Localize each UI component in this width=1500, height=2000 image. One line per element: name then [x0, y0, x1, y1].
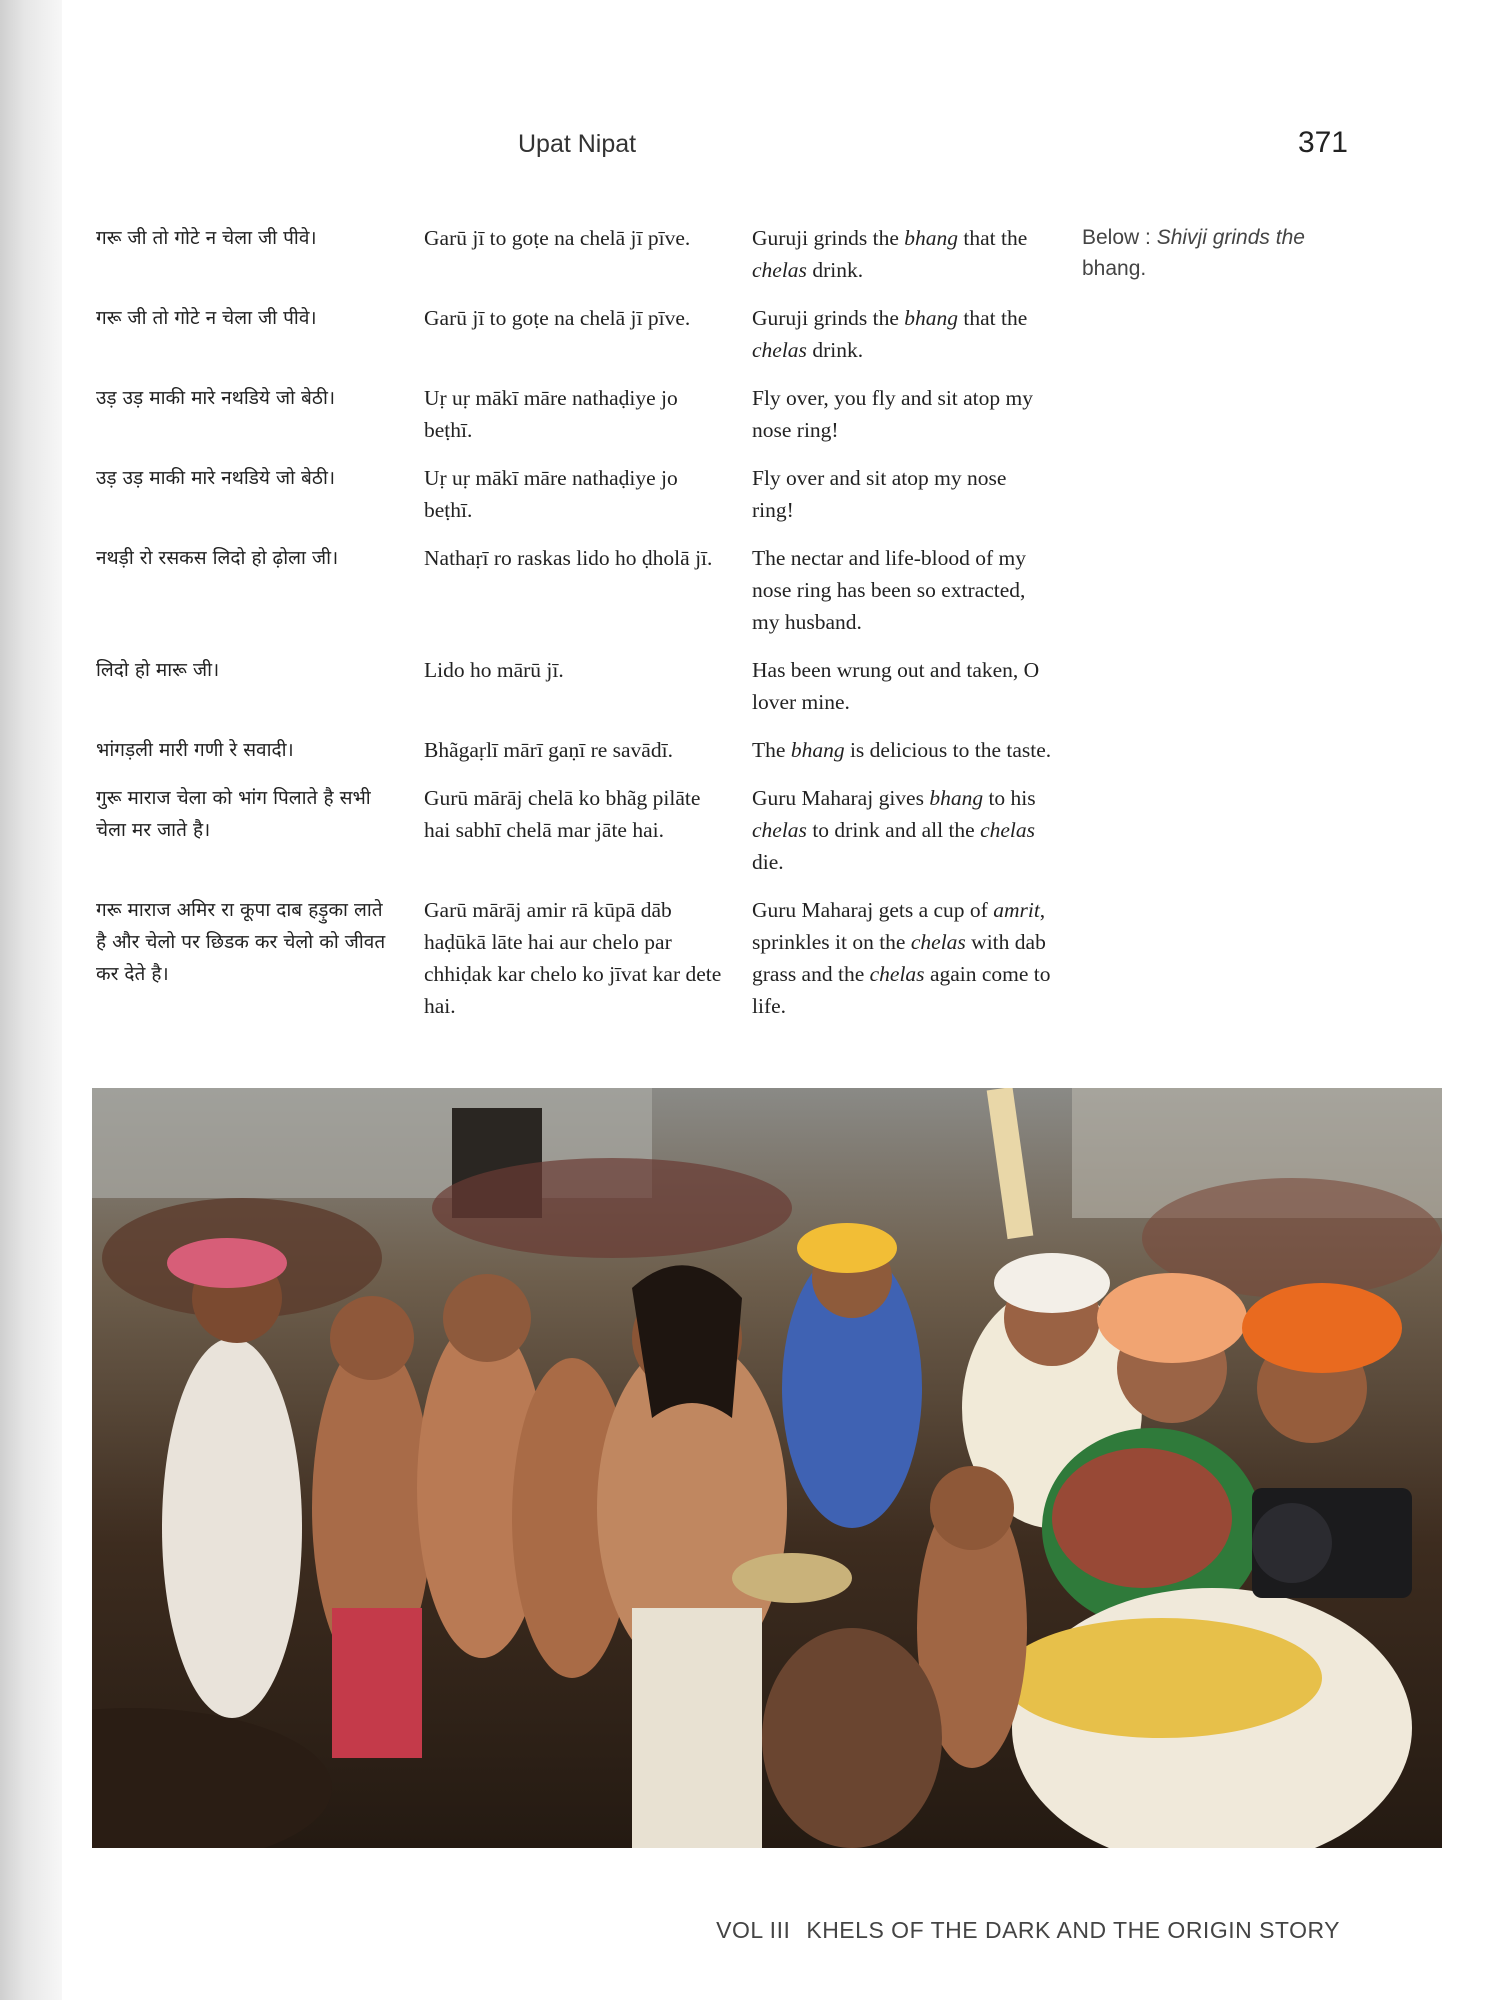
caption-rest: bhang.: [1082, 257, 1147, 280]
verse-hindi: गरू जी तो गोटे न चेला जी पीवे।: [96, 227, 317, 249]
photo-illustration: [92, 1088, 1442, 1848]
verse-row: [96, 734, 1056, 766]
verse-transliteration: Uṛ uṛ mākī māre nathaḍiye jo beṭhī.: [424, 386, 678, 442]
english-text: with dab grass and the: [752, 930, 1046, 986]
english-text: drink.: [806, 338, 864, 362]
english-text: to drink and all the: [806, 818, 981, 842]
english-text: that the: [958, 306, 1028, 330]
english-italic-term: chelas: [869, 962, 925, 986]
verse-hindi: गरू माराज अमिर रा कूपा दाब हड़ुका लाते है और चेलो पर छिडक कर चेलो को जीवत कर देते है।: [96, 899, 386, 985]
english-text: die.: [752, 850, 784, 874]
festival-photograph: [92, 1088, 1442, 1848]
caption-prefix: Below :: [1082, 226, 1157, 249]
verse-transliteration: Lido ho mārū jī.: [424, 658, 564, 682]
photo-caption: [1082, 222, 1362, 284]
english-text: Guru Maharaj gives: [752, 786, 930, 810]
verse-english: [752, 782, 1052, 878]
english-text: Guruji grinds the: [752, 306, 905, 330]
english-italic-term: chelas: [980, 818, 1036, 842]
verse-hindi: गुरू माराज चेला को भांग पिलाते है सभी चेला मर जाते है।: [96, 787, 371, 841]
verse-english: [752, 734, 1052, 766]
footer-section: KHELS OF THE DARK AND THE ORIGIN STORY: [806, 1917, 1340, 1943]
caption-italic: Shivji grinds the: [1156, 226, 1305, 249]
english-text: Has been wrung out and taken, O lover mine.: [752, 658, 1040, 714]
verse-row: [96, 542, 1056, 638]
verse-transliteration: Gurū mārāj chelā ko bhãg pilāte hai sabhī chelā mar jāte hai.: [424, 786, 701, 842]
english-text: is delicious to the taste.: [844, 738, 1052, 762]
english-text: The nectar and life-blood of my nose ring has been so extracted, my husband.: [752, 546, 1027, 634]
verse-table: [96, 222, 1056, 1038]
english-italic-term: chelas: [752, 818, 807, 842]
verse-row: [96, 222, 1056, 286]
verse-transliteration: Garū mārāj amir rā kūpā dāb haḍūkā lāte hai aur chelo par chhiḍak kar chelo ko jīvat kar dete hai.: [424, 898, 722, 1018]
footer-volume: VOL III: [716, 1917, 791, 1943]
english-italic-term: chelas: [752, 258, 807, 282]
english-italic-term: chelas: [752, 338, 807, 362]
page-footer: [700, 1917, 1340, 1944]
verse-row: [96, 654, 1056, 718]
verse-english: [752, 302, 1052, 366]
verse-hindi: नथड़ी रो रसकस लिदो हो ढ़ोला जी।: [96, 547, 339, 569]
verse-transliteration: Nathaṛī ro raskas lido ho ḍholā jī.: [424, 546, 713, 570]
english-text: that the: [958, 226, 1028, 250]
english-italic-term: amrit: [993, 898, 1040, 922]
english-text: Guruji grinds the: [752, 226, 905, 250]
verse-transliteration: Garū jī to goṭe na chelā jī pīve.: [424, 306, 691, 330]
english-text: , sprinkles it on the: [752, 898, 1046, 954]
page-gutter-shadow: [0, 0, 62, 2000]
english-text: Guru Maharaj gets a cup of: [752, 898, 994, 922]
english-text: Fly over, you fly and sit atop my nose ring!: [752, 386, 1034, 442]
verse-english: [752, 462, 1052, 526]
verse-hindi: उड़ उड़ माकी मारे नथडिये जो बेठी।: [96, 387, 336, 409]
verse-row: [96, 894, 1056, 1022]
english-text: drink.: [806, 258, 864, 282]
verse-row: [96, 302, 1056, 366]
verse-english: [752, 542, 1052, 638]
english-italic-term: bhang: [904, 226, 959, 250]
english-italic-term: bhang: [929, 786, 984, 810]
verse-row: [96, 462, 1056, 526]
english-italic-term: chelas: [910, 930, 966, 954]
verse-row: [96, 782, 1056, 878]
english-italic-term: bhang: [790, 738, 845, 762]
verse-hindi: गरू जी तो गोटे न चेला जी पीवे।: [96, 307, 317, 329]
verse-english: [752, 222, 1052, 286]
page-number: 371: [1297, 126, 1348, 159]
verse-row: [96, 382, 1056, 446]
verse-hindi: भांगड़ली मारी गणी रे सवादी।: [96, 739, 294, 761]
english-text: The: [752, 738, 791, 762]
english-italic-term: bhang: [904, 306, 959, 330]
verse-english: [752, 654, 1052, 718]
english-text: to his: [983, 786, 1036, 810]
english-text: again come to life.: [752, 962, 1051, 1018]
verse-transliteration: Bhãgaṛlī mārī gaṇī re savādī.: [424, 738, 673, 762]
verse-english: [752, 382, 1052, 446]
english-text: Fly over and sit atop my nose ring!: [752, 466, 1007, 522]
verse-transliteration: Uṛ uṛ mākī māre nathaḍiye jo beṭhī.: [424, 466, 678, 522]
running-head-title: Upat Nipat: [518, 130, 637, 158]
verse-hindi: उड़ उड़ माकी मारे नथडिये जो बेठी।: [96, 467, 336, 489]
verse-transliteration: Garū jī to goṭe na chelā jī pīve.: [424, 226, 691, 250]
verse-hindi: लिदो हो मारू जी।: [96, 659, 220, 681]
verse-english: [752, 894, 1052, 1022]
